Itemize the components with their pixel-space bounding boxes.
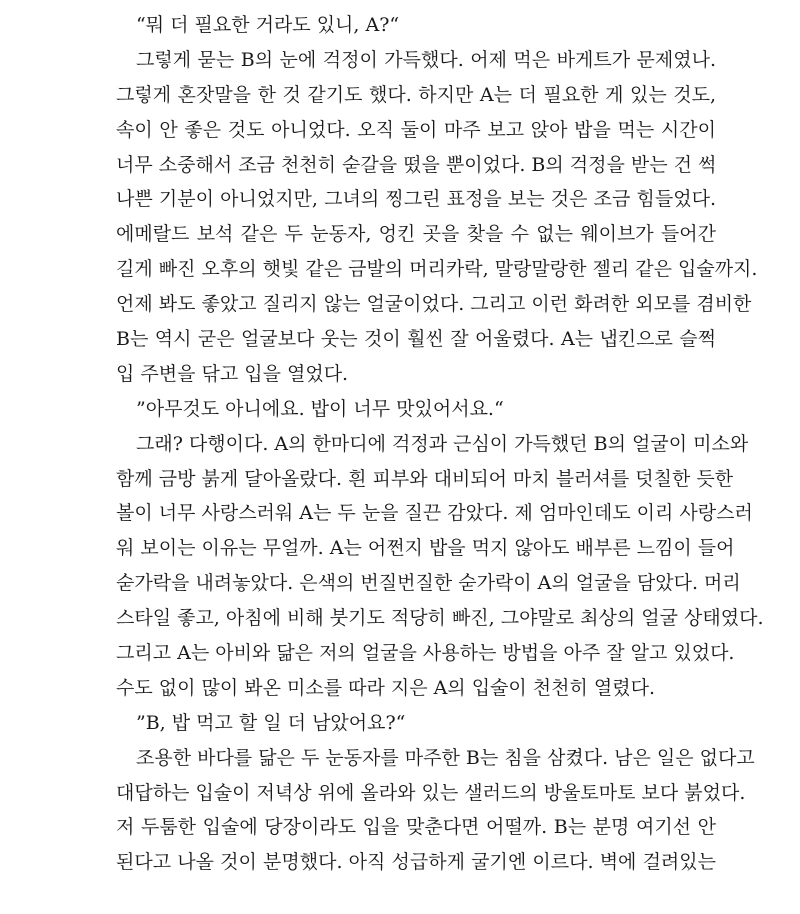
text-line: 수도 없이 많이 봐온 미소를 따라 지은 A의 입술이 천천히 열렸다. bbox=[116, 676, 656, 699]
text-line: 그리고 A는 아비와 닮은 저의 얼굴을 사용하는 방법을 아주 잘 알고 있었다. bbox=[116, 642, 735, 665]
text-line: 그렇게 혼잣말을 한 것 같기도 했다. 하지만 A는 더 필요한 게 있는 것도, bbox=[116, 83, 716, 106]
text-line: 함께 금방 붉게 달아올랐다. 흰 피부와 대비되어 마치 블러셔를 덧칠한 듯한 bbox=[116, 467, 734, 490]
text-line: 그렇게 묻는 B의 눈에 걱정이 가득했다. 어제 먹은 바게트가 문제였나. bbox=[136, 48, 716, 71]
text-line: 나쁜 기분이 아니었지만, 그녀의 찡그린 표정을 보는 것은 조금 힘들었다. bbox=[116, 188, 716, 211]
text-line: 조용한 바다를 닮은 두 눈동자를 마주한 B는 침을 삼켰다. 남은 일은 없다고 bbox=[136, 746, 755, 769]
text-line: 대답하는 입술이 저녁상 위에 올라와 있는 샐러드의 방울토마토 보다 붉었다. bbox=[116, 781, 746, 804]
text-line: 속이 안 좋은 것도 아니었다. 오직 둘이 마주 보고 앉아 밥을 먹는 시간이 bbox=[116, 118, 716, 141]
document-page bbox=[116, 8, 764, 880]
text-line: “뭐 더 필요한 거라도 있니, A?“ bbox=[136, 14, 400, 36]
text-line: 언제 봐도 좋았고 질리지 않는 얼굴이었다. 그리고 이런 화려한 외모를 겸비한 bbox=[116, 293, 752, 316]
text-line: 너무 소중해서 조금 천천히 숟갈을 떴을 뿐이었다. B의 걱정을 받는 건 썩 bbox=[116, 153, 717, 176]
text-line: 숟가락을 내려놓았다. 은색의 번질번질한 숟가락이 A의 얼굴을 담았다. 머리 bbox=[116, 572, 741, 595]
text-line: 그래? 다행이다. A의 한마디에 걱정과 근심이 가득했던 B의 얼굴이 미소와 bbox=[136, 432, 749, 455]
text-line: 스타일 좋고, 아침에 비해 붓기도 적당히 빠진, 그야말로 최상의 얼굴 상태였다. bbox=[116, 607, 764, 630]
text-line: 된다고 나올 것이 분명했다. 아직 성급하게 굴기엔 이르다. 벽에 걸려있는 bbox=[116, 851, 716, 874]
text-line: B는 역시 굳은 얼굴보다 웃는 것이 훨씬 잘 어울렸다. A는 냅킨으로 슬쩍 bbox=[116, 328, 716, 351]
text-line: 저 두툼한 입술에 당장이라도 입을 맞춘다면 어떨까. B는 분명 여기선 안 bbox=[116, 816, 716, 839]
text-line: 길게 빠진 오후의 햇빛 같은 금발의 머리카락, 말랑말랑한 젤리 같은 입술까지. bbox=[116, 258, 758, 281]
text-line: ”B, 밥 먹고 할 일 더 남았어요?“ bbox=[136, 711, 406, 734]
text-line: 입 주변을 닦고 입을 열었다. bbox=[116, 362, 349, 385]
text-line: ”아무것도 아니에요. 밥이 너무 맛있어서요.“ bbox=[136, 397, 504, 420]
text-line: 볼이 너무 사랑스러워 A는 두 눈을 질끈 감았다. 제 엄마인데도 이리 사랑스러 bbox=[116, 502, 753, 525]
text-line: 에메랄드 보석 같은 두 눈동자, 엉킨 곳을 찾을 수 없는 웨이브가 들어간 bbox=[116, 223, 716, 246]
text-line: 워 보이는 이유는 무얼까. A는 어쩐지 밥을 먹지 않아도 배부른 느낌이 들어 bbox=[116, 537, 735, 560]
